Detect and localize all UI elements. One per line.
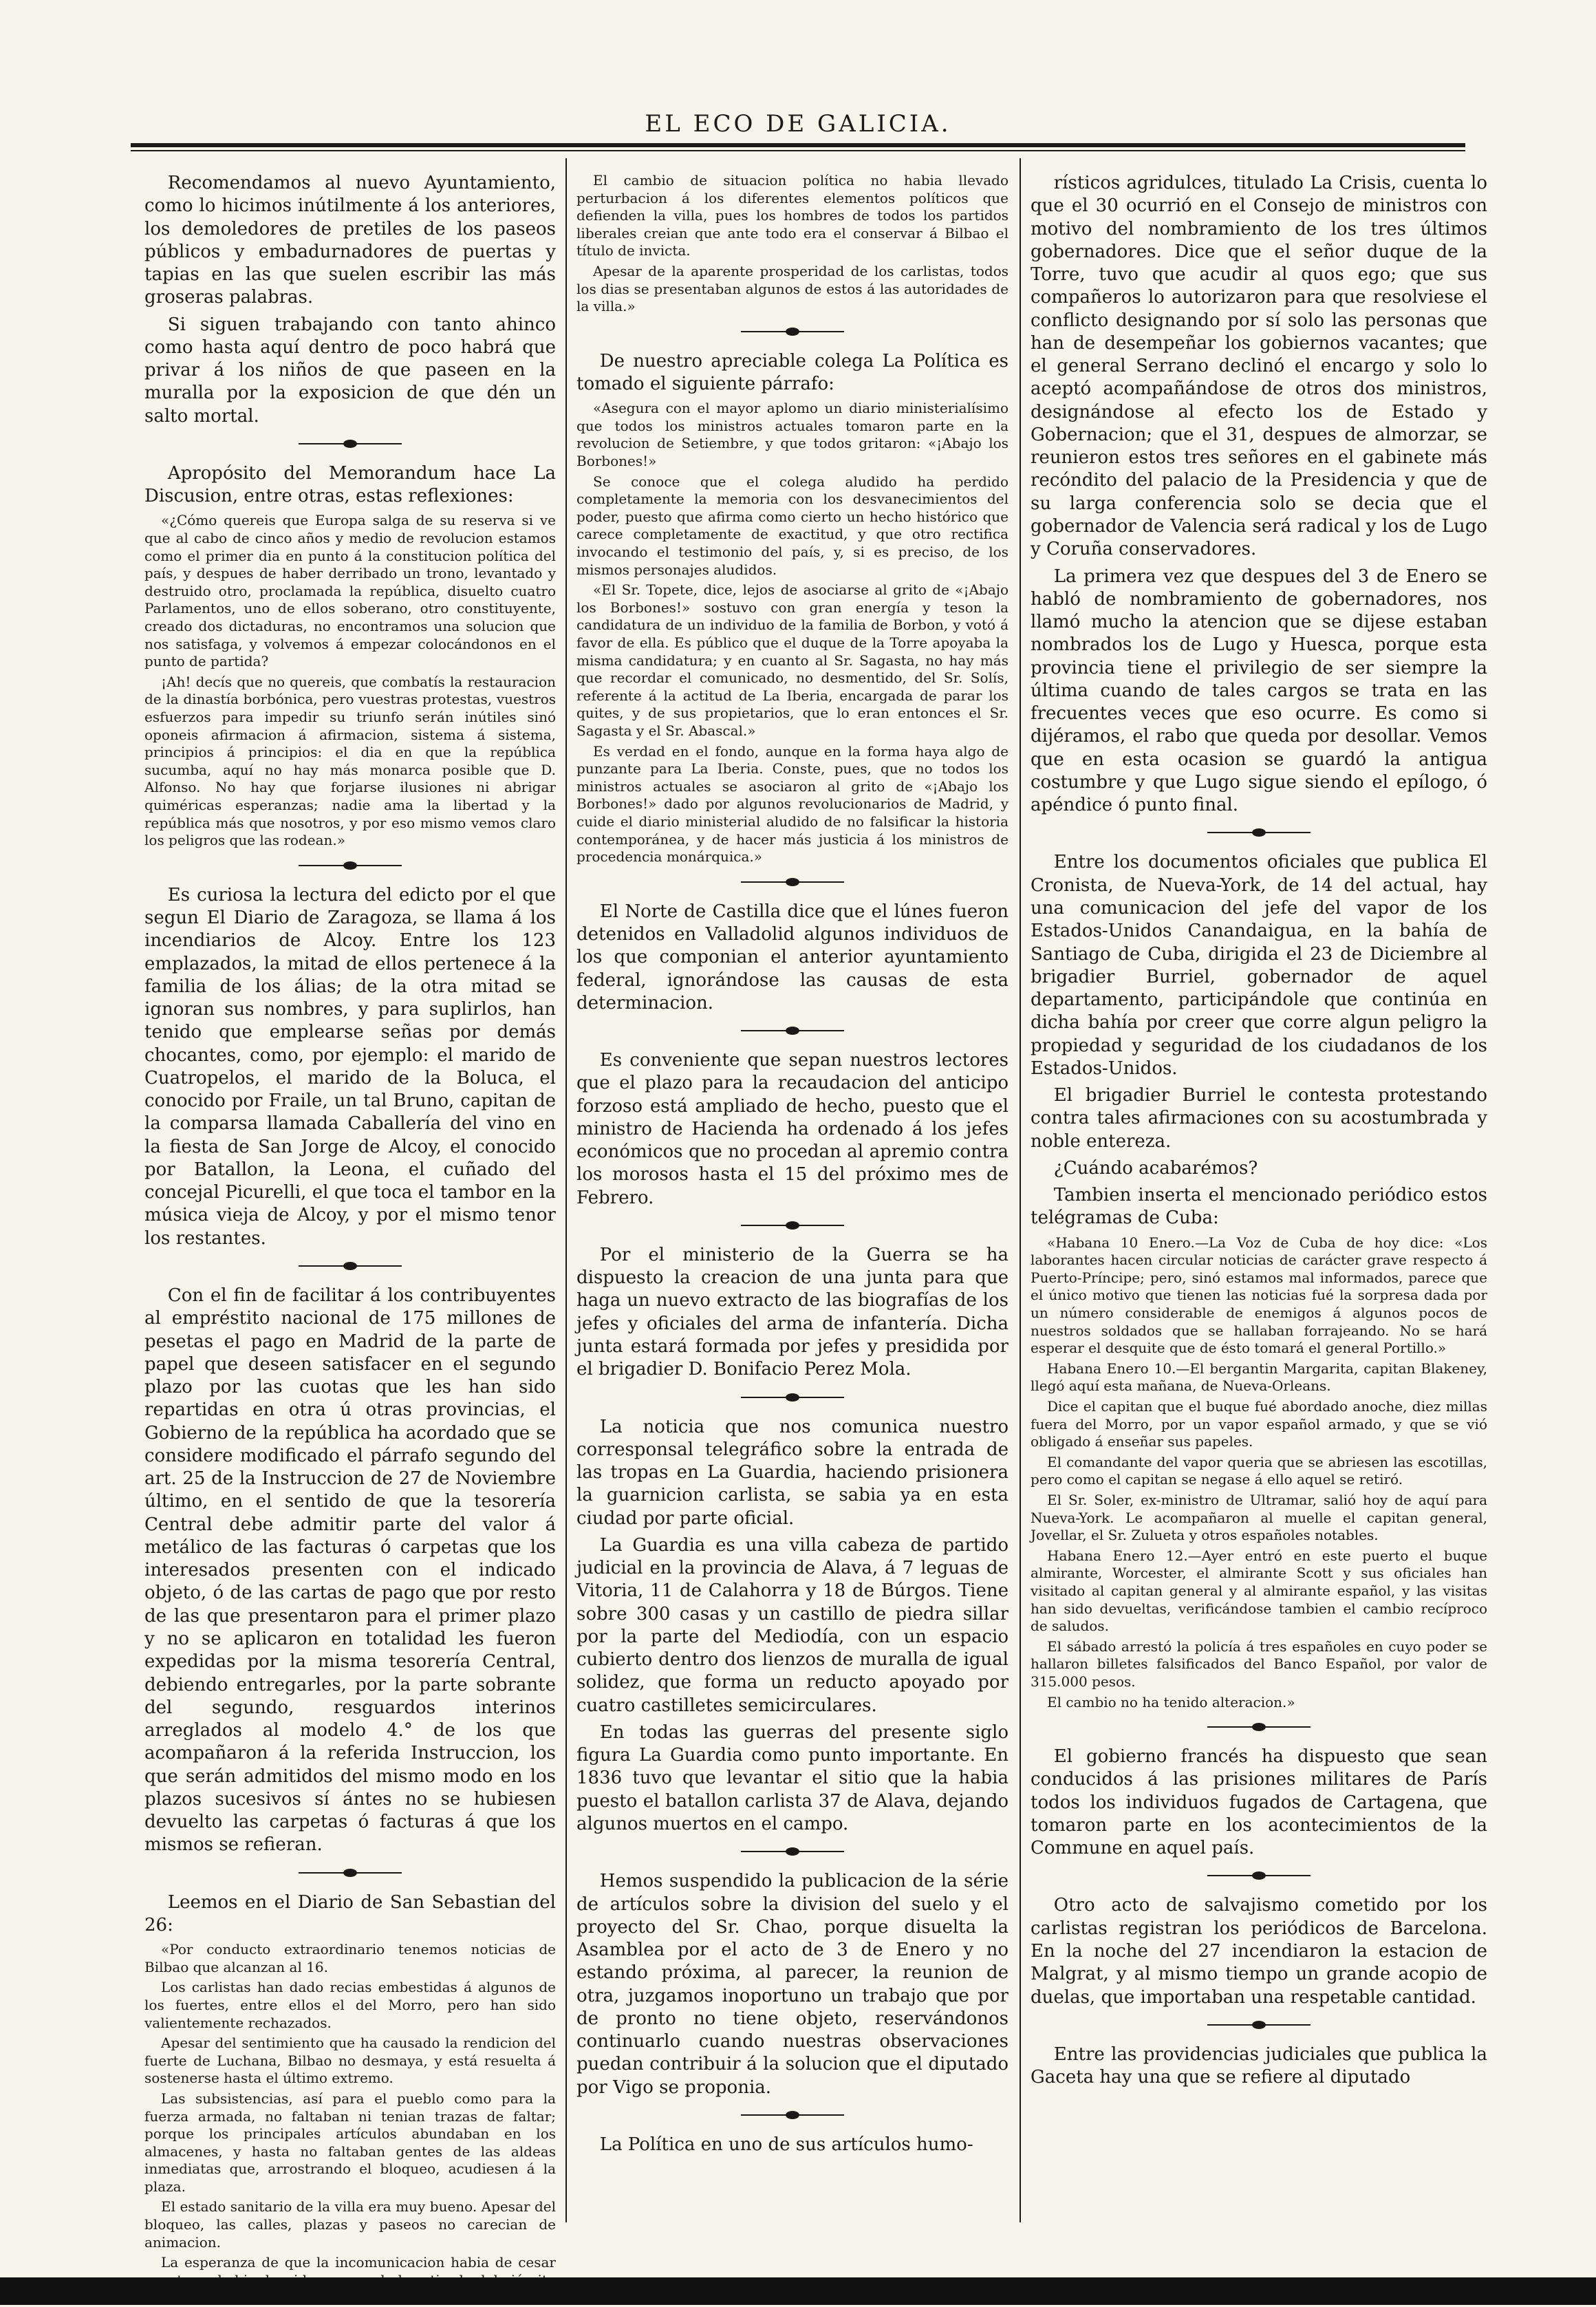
quoted-paragraph: El comandante del vapor queria que se abriesen las escotillas, pero como el capitan se negase á ello aquel se retiró. (1031, 1453, 1487, 1488)
article-separator (741, 331, 844, 332)
quoted-paragraph: El Sr. Soler, ex-ministro de Ultramar, salió hoy de aquí para Nueva-York. Le acompañaron al muelle el capitan general, Jovellar, el Sr. Zulueta y otros españoles notables. (1031, 1492, 1487, 1544)
quoted-paragraph: Se conoce que el colega aludido ha perdido completamente la memoria con los desvanecimientos del poder, puesto que afirma como cierto un hecho histórico que carece completamente de exactitud, y que otro rectifica invocando el testimonio del país, y, si es preciso, de los mismos personajes aludidos. (576, 473, 1009, 578)
quoted-paragraph: El cambio no ha tenido alteracion.» (1047, 1693, 1295, 1710)
article (576, 1049, 1009, 1210)
paragraph: Leemos en el Diario de San Sebastian del 26: (144, 1891, 556, 1935)
scan-bottom-edge (0, 2277, 1596, 2305)
paragraph: Entre las providencias judiciales que publica la Gaceta hay una que se refiere al diputado (1031, 2043, 1487, 2088)
paragraph: La Política en uno de sus artículos humo- (599, 2134, 973, 2155)
quoted-paragraph: Habana Enero 10.—El bergantin Margarita, capitan Blakeney, llegó aquí esta mañana, de Nueva-Orleans. (1031, 1360, 1487, 1395)
quoted-paragraph: «Asegura con el mayor aplomo un diario ministerialísimo que todos los ministros actuales tomaron parte en la revolucion de Setiembre, y que todos gritaron: «¡Abajo los Borbones!» (576, 400, 1009, 470)
quoted-paragraph: «Por conducto extraordinario tenemos noticias de Bilbao que alcanzan al 16. (144, 1941, 556, 1975)
column-3 (1031, 172, 1487, 2181)
paragraph: El brigadier Burriel le contesta protestando contra tales afirmaciones con su acostumbrada y noble entereza. (1031, 1085, 1487, 1152)
quoted-paragraph: «Habana 10 Enero.—La Voz de Cuba de hoy dice: «Los laborantes hacen circular noticias de carácter grave respecto á Puerto-Príncipe; pero, sinó estamos mal informados, parece que el único motivo que tienen las noticias fué la sorpresa dada por un número considerable de enemigos á algunos pocos de nuestros soldados que se hallaban forrajeando. No se hará esperar el desquite que de ésto tomará el general Portillo.» (1031, 1234, 1487, 1357)
masthead-rule-thin (131, 150, 1465, 151)
article (1031, 172, 1487, 817)
article-separator (741, 1225, 844, 1226)
paragraph: Es conveniente que sepan nuestros lectores que el plazo para la recaudacion del anticipo forzoso está ampliado de hecho, puesto que el ministro de Hacienda ha ordenado á los jefes económicos que no procedan al apremio contra los morosos hasta el 15 del próximo mes de Febrero. (576, 1050, 1009, 1208)
quoted-paragraph: Es verdad en el fondo, aunque en la forma haya algo de punzante para La Iberia. Conste, pues, que no todos los ministros actuales se asociaron al grito de «¡Abajo los Borbones!» dado por algunos revolucionarios de Madrid, y cuide el diario ministerial aludido de no falsificar la historia contemporánea, y de hacer más justicia á los ministros de procedencia monárquica.» (576, 742, 1009, 866)
article-separator (299, 1872, 402, 1874)
paragraph: rísticos agridulces, titulado La Crisis, cuenta lo que el 30 ocurrió en el Consejo de ministros con motivo del nombramiento de los tres últimos gobernadores. Dice que el señor duque de la Torre, tuvo que acudir al quos ego; que sus compañeros lo autorizaron para que resolviese el conflicto designando por sí solo las personas que han de desempeñar los gobiernos vacantes; que el general Serrano declinó el encargo y solo lo aceptó acompañándose de otros dos ministros, designándose al efecto los de Estado y Gobernacion; que el 31, despues de almorzar, se reunieron estos tres señores en el gabinete más recóndito del palacio de la Presidencia y que de su larga conferencia solo se decia que el gobernador de Valencia será radical y los de Lugo y Coruña conservadores. (1031, 173, 1487, 560)
article (144, 1285, 556, 1857)
article-separator (1207, 1875, 1311, 1876)
article-separator (299, 1265, 402, 1267)
article-separator (741, 2114, 844, 2116)
quoted-paragraph: Apesar de la aparente prosperidad de los carlistas, todos los dias se presentaban algunos de estos á las autoridades de la villa.» (576, 262, 1009, 315)
paragraph: Es curiosa la lectura del edicto por el que segun El Diario de Zaragoza, se llama á los incendiarios de Alcoy. Entre los 123 emplazados, la mitad de ellos pertenece á la familia de los álias; de la otra mitad se ignoran sus nombres, y para suplirlos, han tenido que emplearse señas por demás chocantes, como, por ejemplo: el marido de Cuatropelos, el marido de la Boluca, el conocido por Fraile, un tal Bruno, capitan de la comparsa llamada Caballería del vino en la fiesta de San Jorge de Alcoy, el conocido por Batallon, la Leona, el cuñado del concejal Picurelli, el que toca el tambor en la música vieja de Alcoy, y por el mismo tenor los restantes. (144, 884, 556, 1249)
article (1031, 1894, 1487, 2008)
paragraph: Tambien inserta el mencionado periódico estos telégramas de Cuba: (1031, 1185, 1487, 1229)
article (144, 1891, 556, 2307)
article (576, 1244, 1009, 1382)
article (576, 172, 1009, 316)
article (576, 350, 1009, 866)
article-separator (741, 1397, 844, 1398)
paragraph: En todas las guerras del presente siglo figura La Guardia como punto importante. En 1836 tuvo que levantar el sitio que la habia puesto el batallon carlista 37 de Alava, dejando algunos muertos en el campo. (576, 1721, 1009, 1835)
article-separator (299, 443, 402, 444)
article (1031, 851, 1487, 1711)
paragraph: La Guardia es una villa cabeza de partido judicial en la provincia de Alava, á 7 leguas de Vitoria, 11 de Calahorra y 18 de Búrgos. Tiene sobre 300 casas y un castillo de piedra sillar por la parte del Mediodía, con un espacio cubierto dentro dos lienzos de muralla de igual solidez, que forma un reducto apoyado por cuatro castilletes semicirculares. (576, 1534, 1009, 1716)
paragraph: Hemos suspendido la publicacion de la série de artículos sobre la division del suelo y el proyecto del Sr. Chao, porque disuelta la Asamblea por el acto de 3 de Enero y no estando próxima, al parecer, la reunion de otra, juzgamos inoportuno un trabajo que por de pronto no tiene objeto, reservándonos continuarlo cuando nuestras observaciones puedan contribuir á la solucion que el diputado por Vigo se proponia. (576, 1871, 1009, 2098)
quoted-paragraph: El sábado arrestó la policía á tres españoles en cuyo poder se hallaron billetes falsificados del Banco Español, por valor de 315.000 pesos. (1031, 1638, 1487, 1690)
paragraph: De nuestro apreciable colega La Política es tomado el siguiente párrafo: (576, 350, 1009, 395)
paragraph: Por el ministerio de la Guerra se ha dispuesto la creacion de una junta para que haga un nuevo extracto de las biografías de los jefes y oficiales del arma de infantería. Dicha junta estará formada por jefes y presidida por el brigadier D. Bonifacio Perez Mola. (576, 1244, 1009, 1380)
article (144, 884, 556, 1250)
quoted-paragraph: «El Sr. Topete, dice, lejos de asociarse al grito de «¡Abajo los Borbones!» sostuvo con gran energía y teson la candidatura de un individuo de la familia de Borbon, y votó á favor de ella. Es público que el duque de la Torre apoyaba la misma candidatura; y en cuanto al Sr. Sagasta, no hay más que recordar el comunicado, no desmentido, del Sr. Solís, referente á la actitud de La Iberia, encargada de parar los quites, y de sus propietarios, que lo eran entonces el Sr. Sagasta y el Sr. Abascal.» (576, 581, 1009, 739)
paragraph: Con el fin de facilitar á los contribuyentes al empréstito nacional de 175 millones de pesetas el pago en Madrid de la parte de papel que deseen satisfacer en el segundo plazo por las cuotas que les han sido repartidas en otra ú otras provincias, el Gobierno de la república ha acordado que se considere modificado el párrafo segundo del art. 25 de la Instruccion de 27 de Noviembre último, en el sentido de que la tesorería Central debe admitir parte del valor á metálico de las facturas ó carpetas que los interesados presenten con el indicado objeto, ó de las cartas de pago que por resto de las que presentaron para el primer plazo y no se aplicaron en totalidad les fueron expedidas por la misma tesorería Central, debiendo entregarles, por la parte sobrante del segundo, resguardos interinos arreglados al modelo 4.° de los que acompañaron á la referida Instruccion, los que serán admitidos del mismo modo en los plazos sucesivos sí ántes no se hubiesen devuelto las carpetas ó facturas á que los mismos se refieran. (144, 1285, 556, 1856)
article (1031, 2043, 1487, 2090)
paragraph: El Norte de Castilla dice que el lúnes fueron detenidos en Valladolid algunos individuos de los que componian el anterior ayuntamiento federal, ignorándose las causas de esta determinacion. (576, 901, 1009, 1013)
article (576, 1870, 1009, 2099)
quoted-paragraph: Apesar del sentimiento que ha causado la rendicion del fuerte de Luchana, Bilbao no desmaya, y está resuelta á sostenerse hasta el último extremo. (144, 2035, 556, 2087)
quoted-paragraph: Habana Enero 12.—Ayer entró en este puerto el buque almirante, Worcester, el almirante Scott y sus oficiales han visitado al capitan general y al almirante español, y las visitas han sido devueltas, verificándose tambien el cambio recíproco de saludos. (1031, 1547, 1487, 1635)
column-1 (144, 172, 556, 2271)
article (576, 2134, 1009, 2156)
paragraph: Recomendamos al nuevo Ayuntamiento, como lo hicimos inútilmente á los anteriores, los demoledores de pretiles de los paseos públicos y embadurnadores de puertas y tapias en las que suelen escribir las más groseras palabras. (144, 173, 556, 308)
quoted-paragraph: Dice el capitan que el buque fué abordado anoche, diez millas fuera del Morro, por un vapor español armado, y que se vió obligado á enseñar sus papeles. (1031, 1398, 1487, 1450)
paragraph: Entre los documentos oficiales que publica El Cronista, de Nueva-York, de 14 del actual, hay una comunicacion del jefe del vapor de los Estados-Unidos Canandaigua, en la bahía de Santiago de Cuba, dirigida el 23 de Diciembre al brigadier Burriel, gobernador de aquel departamento, participándole que continúa en dicha bahía por creer que corre algun peligro la propiedad y seguridad de los ciudadanos de los Estados-Unidos. (1031, 852, 1487, 1079)
article-separator (1207, 1726, 1311, 1728)
paragraph: La noticia que nos comunica nuestro corresponsal telegráfico sobre la entrada de las tropas en La Guardia, haciendo prisionera la guarnicion carlista, se sabia ya en esta ciudad por parte oficial. (576, 1416, 1009, 1529)
article-separator (741, 1851, 844, 1852)
paragraph: Otro acto de salvajismo cometido por los carlistas registran los periódicos de Barcelona. En la noche del 27 incendiaron la estacion de Malgrat, y al mismo tiempo un grande acopio de duelas, que importaban una respetable cantidad. (1031, 1895, 1487, 2008)
quoted-paragraph: El estado sanitario de la villa era muy bueno. Apesar del bloqueo, las calles, plazas y paseos no carecian de animacion. (144, 2198, 556, 2251)
quoted-paragraph: Las subsistencias, así para el pueblo como para la fuerza armada, no faltaban ni tenian trazas de faltar; porque los principales artículos abundaban en los almacenes, y hasta no faltaban gentes de las aldeas inmediatas que, arrostrando el bloqueo, acudiesen á la plaza. (144, 2090, 556, 2195)
article-separator (1207, 2024, 1311, 2026)
article-separator (741, 1030, 844, 1031)
article-separator (741, 881, 844, 883)
paragraph: ¿Cuándo acabarémos? (1053, 1157, 1258, 1179)
article (144, 172, 556, 428)
paragraph: Si siguen trabajando con tanto ahinco como hasta aquí dentro de poco habrá que privar á los niños de que paseen en la muralla por la exposicion de que dén un salto mortal. (144, 314, 556, 427)
article (576, 1416, 1009, 1836)
quoted-paragraph: «¿Cómo quereis que Europa salga de su reserva si ve que al cabo de cinco años y medio de revolucion estamos como el primer dia en punto á la constitucion política del país, y despues de haber derribado un trono, levantado y destruido otro, proclamada la república, disuelto cuatro Parlamentos, uno de ellos soberano, otro constituyente, creado dos dictaduras, no encontramos una solucion que nos satisfaga, y volvemos á empezar colocándonos en el punto de partida? (144, 512, 556, 670)
quoted-paragraph: El cambio de situacion política no habia llevado perturbacion á los diferentes elementos políticos que defienden la villa, pues los hombres de todos los partidos liberales creian que ante todo era el conservar á Bilbao el título de invicta. (576, 172, 1009, 259)
article (144, 462, 556, 850)
column-divider (1020, 158, 1021, 2222)
masthead-rule (131, 143, 1465, 147)
column-divider (565, 158, 567, 2222)
article (576, 901, 1009, 1015)
article (1031, 1746, 1487, 1860)
masthead: EL ECO DE GALICIA. (645, 110, 951, 138)
quoted-paragraph: ¡Ah! decís que no quereis, que combatís la restauracion de la dinastía borbónica, pero vuestras protestas, vuestros esfuerzos para impedir su triunfo serán inútiles sinó oponeis afirmacion á afirmacion, sistema á sistema, principios á principios: el dia en que la república sucumba, aquí no hay más monarca posible que D. Alfonso. No hay que forjarse ilusiones ni abrigar quiméricas esperanzas; nadie ama la libertad y la república más que nosotros, y por eso mismo vemos claro los peligros que las rodean.» (144, 673, 556, 849)
paragraph: La primera vez que despues del 3 de Enero se habló de nombramiento de gobernadores, nos llamó mucho la atencion que se dijese estaban nombrados los de Lugo y Huesca, porque esta provincia tiene el privilegio de ser siempre la última cuando de tales cargos se trata en las frecuentes veces que eso ocurre. Es como si dijéramos, el rabo que queda por desollar. Vemos que en esta ocasion se guardó la antigua costumbre y que Lugo sigue siendo el epílogo, ó apéndice ó punto final. (1031, 566, 1487, 816)
quoted-paragraph: Los carlistas han dado recias embestidas á algunos de los fuertes, entre ellos el del Morro, pero han sido valientemente rechazados. (144, 1979, 556, 2031)
article-separator (1207, 832, 1311, 833)
paragraph: Apropósito del Memorandum hace La Discusion, entre otras, estas reflexiones: (144, 462, 556, 507)
article-separator (299, 865, 402, 866)
paragraph: El gobierno francés ha dispuesto que sean conducidos á las prisiones militares de París todos los individuos fugados de Cartagena, que tomaron parte en los acontecimientos de la Commune en aquel país. (1031, 1746, 1487, 1859)
quoted-paragraph: La esperanza de que la incomunicacion habia de cesar (161, 2254, 556, 2271)
column-2 (576, 172, 1009, 2181)
